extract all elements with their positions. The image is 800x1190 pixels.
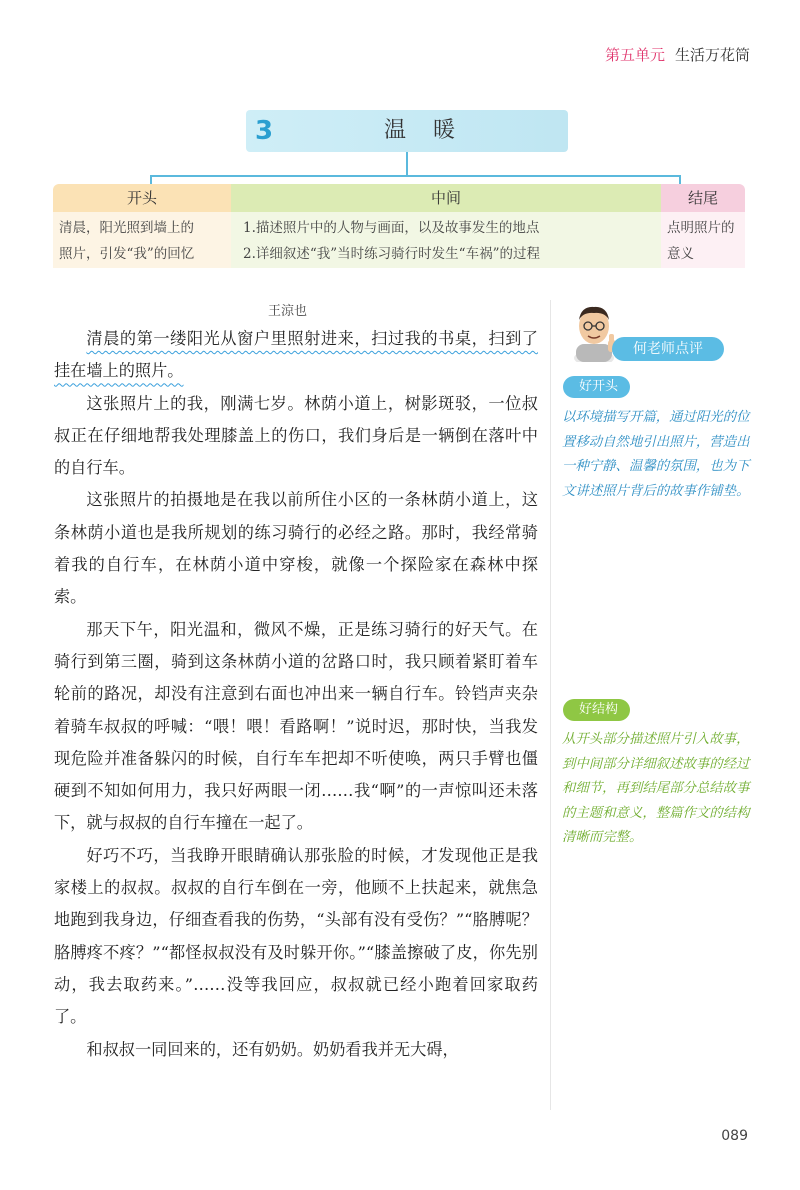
- lesson-title: 温 暖: [384, 118, 465, 143]
- unit-theme: 生活万花筒: [674, 46, 750, 64]
- essay-paragraph: 那天下午，阳光温和，微风不燥，正是练习骑行的好天气。在骑行到第三圈，骑到这条林荫小道的岔路口时，我只顾着紧盯着车轮前的路况，却没有注意到右面也冲出来一辆自行车。铃铛声夹杂着骑车叔叔的呼喊：“喂！喂！看路啊！”说时迟，那时快，当我发现危险并准备躲闪的时候，自行车车把却不听使唤，两只手臂也僵硬到不知如何用力，我只好两眼一闭……我“啊”的一声惊叫还未落下，就与叔叔的自行车撞在一起了。: [54, 619, 538, 833]
- outline-beginning: [53, 212, 231, 268]
- outline-line: 1.描述照片中的人物与画面，以及故事发生的地点: [243, 220, 540, 236]
- outline-line: 2.详细叙述“我”当时练习骑行时发生“车祸”的过程: [243, 246, 540, 262]
- comment-good-structure: 从开头部分描述照片引入故事，到中间部分详细叙述故事的经过和细节，再到结尾部分总结故事的主题和意义，整篇作文的结构清晰而完整。: [562, 732, 750, 845]
- essay-paragraph: 和叔叔一同回来的，还有奶奶。奶奶看我并无大碍，: [86, 1039, 459, 1059]
- essay-paragraph: 这张照片上的我，刚满七岁。林荫小道上，树影斑驳，一位叔叔正在仔细地帮我处理膝盖上的伤口，我们身后是一辆倒在落叶中的自行车。: [54, 393, 538, 478]
- page-number: 089: [721, 1128, 748, 1144]
- author-name: 王涼也: [268, 304, 308, 319]
- teacher-comment-label: 何老师点评: [612, 337, 724, 361]
- essay-body: [54, 323, 538, 1066]
- outline-middle: [231, 212, 661, 268]
- outline-body: [53, 212, 745, 268]
- outline-ending: [661, 212, 745, 268]
- unit-label: 第五单元: [604, 46, 665, 64]
- lesson-number: 3: [254, 116, 274, 146]
- comment-tag-good-beginning: 好开头: [563, 376, 630, 398]
- comment-tag-good-structure: 好结构: [563, 699, 630, 721]
- outline-line: 意义: [667, 246, 694, 262]
- essay-paragraph: 这张照片的拍摄地是在我以前所住小区的一条林荫小道上，这条林荫小道也是我所规划的练习骑行的必经之路。那时，我经常骑着我的自行车，在林荫小道中穿梭，就像一个探险家在森林中探索。: [54, 490, 538, 607]
- outline-header-beginning: 开头: [53, 184, 231, 212]
- essay-paragraph: [54, 323, 538, 388]
- comment-good-beginning: 以环境描写开篇，通过阳光的位置移动自然地引出照片，营造出一种宁静、温馨的氛围，也为下文讲述照片背后的故事作铺垫。: [562, 410, 750, 499]
- outline-header-ending: 结尾: [661, 184, 745, 212]
- outline-line: 照片，引发“我”的回忆: [59, 246, 195, 262]
- outline-line: 点明照片的: [667, 220, 735, 236]
- essay-paragraph: 好巧不巧，当我睁开眼睛确认那张脸的时候，才发现他正是我家楼上的叔叔。叔叔的自行车倒在一旁，他顾不上扶起来，就焦急地跑到我身边，仔细查看我的伤势，“头部有没有受伤？”“胳膊呢？胳膊疼不疼？”“都怪叔叔没有及时躲开你。”“膝盖擦破了皮，你先别动，我去取药来。”……没等我回应，叔叔就已经小跑着回家取药了。: [54, 845, 538, 1027]
- highlighted-sentence: 清晨的第一缕阳光从窗户里照射进来，扫过我的书桌，扫到了挂在墙上的照片。: [54, 329, 538, 381]
- outline-header-row: [53, 184, 745, 212]
- outline-connector: [150, 175, 680, 177]
- sidebar-divider: [550, 300, 551, 1110]
- unit-header: [605, 44, 750, 65]
- outline-connector: [406, 152, 408, 176]
- outline-header-middle: 中间: [231, 184, 661, 212]
- outline-line: 清晨，阳光照到墙上的: [59, 220, 194, 236]
